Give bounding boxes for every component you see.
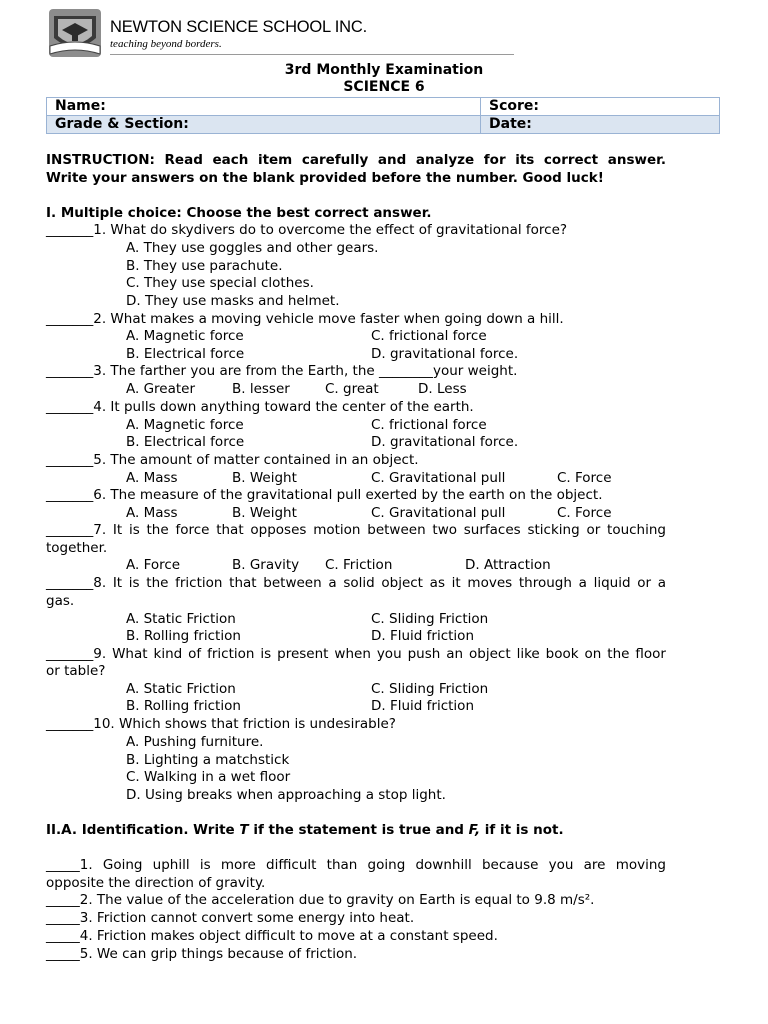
q3-option-d: D. Less <box>418 381 467 397</box>
part2-heading-mid: if the statement is true and <box>248 822 469 838</box>
statement-2: _____2. The value of the acceleration due to gravity on Earth is equal to 9.8 m/s². <box>46 892 595 908</box>
q3-option-a: A. Greater <box>126 381 196 397</box>
q10-option-d: D. Using breaks when approaching a stop light. <box>126 787 446 803</box>
exam-subject: SCIENCE 6 <box>343 79 425 95</box>
q4-option-b: B. Electrical force <box>126 434 245 450</box>
q4-option-d: D. gravitational force. <box>371 434 519 450</box>
q8-option-a: A. Static Friction <box>126 611 236 627</box>
q10-option-a: A. Pushing furniture. <box>126 734 264 750</box>
q10-option-c: C. Walking in a wet floor <box>126 769 291 785</box>
date-field[interactable]: Date: <box>481 116 720 134</box>
q3-option-c: C. great <box>325 381 379 397</box>
q1-option-b: B. They use parachute. <box>126 258 283 274</box>
question-9-continued: or table? <box>46 663 106 679</box>
question-8: _______8. It is the friction that between a solid object as it moves through a liquid or a <box>46 575 666 591</box>
q7-option-a: A. Force <box>126 557 181 573</box>
statement-5: _____5. We can grip things because of friction. <box>46 946 358 962</box>
instruction-line-2: Write your answers on the blank provided before the number. Good luck! <box>46 170 604 186</box>
q5-option-b: B. Weight <box>232 470 297 486</box>
q8-option-d: D. Fluid friction <box>371 628 474 644</box>
question-10: _______10. Which shows that friction is undesirable? <box>46 716 396 732</box>
q5-option-d: C. Force <box>557 470 612 486</box>
question-7: _______7. It is the force that opposes motion between two surfaces sticking or touching <box>46 522 666 538</box>
question-7-continued: together. <box>46 540 108 556</box>
q1-option-a: A. They use goggles and other gears. <box>126 240 379 256</box>
school-tagline: teaching beyond borders. <box>110 38 222 50</box>
school-header <box>48 8 468 58</box>
part2-heading <box>46 822 666 839</box>
name-field[interactable]: Name: <box>47 98 481 116</box>
q8-option-b: B. Rolling friction <box>126 628 241 644</box>
q4-option-c: C. frictional force <box>371 417 487 433</box>
instruction-line-1: INSTRUCTION: Read each item carefully and analyze for its correct answer. <box>46 152 666 168</box>
question-9: _______9. What kind of friction is present when you push an object like book on the floor <box>46 646 666 662</box>
q6-option-a: A. Mass <box>126 505 178 521</box>
true-letter: T <box>239 822 249 838</box>
statement-4: _____4. Friction makes object difficult to move at a constant speed. <box>46 928 498 944</box>
part2-heading-pre: II.A. Identification. Write <box>46 822 240 838</box>
q1-option-d: D. They use masks and helmet. <box>126 293 340 309</box>
q9-option-c: C. Sliding Friction <box>371 681 489 697</box>
question-4: _______4. It pulls down anything toward the center of the earth. <box>46 399 474 415</box>
student-info-table <box>46 97 720 134</box>
question-2: _______2. What makes a moving vehicle move faster when going down a hill. <box>46 311 564 327</box>
q4-option-a: A. Magnetic force <box>126 417 244 433</box>
question-3: _______3. The farther you are from the Earth, the ________your weight. <box>46 363 518 379</box>
q8-option-c: C. Sliding Friction <box>371 611 489 627</box>
header-divider <box>110 54 514 55</box>
q2-option-b: B. Electrical force <box>126 346 245 362</box>
q6-option-c: C. Gravitational pull <box>371 505 506 521</box>
q9-option-b: B. Rolling friction <box>126 698 241 714</box>
question-1: _______1. What do skydivers do to overcome the effect of gravitational force? <box>46 222 568 238</box>
q6-option-d: C. Force <box>557 505 612 521</box>
q2-option-a: A. Magnetic force <box>126 328 244 344</box>
q1-option-c: C. They use special clothes. <box>126 275 314 291</box>
school-name: NEWTON SCIENCE SCHOOL INC. <box>110 18 367 36</box>
false-letter: F, <box>468 822 481 838</box>
q5-option-a: A. Mass <box>126 470 178 486</box>
question-6: _______6. The measure of the gravitational pull exerted by the earth on the object. <box>46 487 603 503</box>
part1-heading: I. Multiple choice: Choose the best correct answer. <box>46 205 432 221</box>
q2-option-d: D. gravitational force. <box>371 346 519 362</box>
grade-section-field[interactable]: Grade & Section: <box>47 116 481 134</box>
q5-option-c: C. Gravitational pull <box>371 470 506 486</box>
q9-option-a: A. Static Friction <box>126 681 236 697</box>
question-8-continued: gas. <box>46 593 75 609</box>
question-5: _______5. The amount of matter contained in an object. <box>46 452 419 468</box>
q10-option-b: B. Lighting a matchstick <box>126 752 290 768</box>
q7-option-d: D. Attraction <box>465 557 551 573</box>
part2-heading-post: if it is not. <box>480 822 564 838</box>
q9-option-d: D. Fluid friction <box>371 698 474 714</box>
school-crest-logo <box>48 8 102 58</box>
statement-1-continued: opposite the direction of gravity. <box>46 875 266 891</box>
q3-option-b: B. lesser <box>232 381 290 397</box>
q7-option-b: B. Gravity <box>232 557 300 573</box>
statement-1: _____1. Going uphill is more difficult than going downhill because you are moving <box>46 857 666 873</box>
statement-3: _____3. Friction cannot convert some energy into heat. <box>46 910 415 926</box>
q7-option-c: C. Friction <box>325 557 393 573</box>
q2-option-c: C. frictional force <box>371 328 487 344</box>
exam-title: 3rd Monthly Examination <box>284 62 484 78</box>
q6-option-b: B. Weight <box>232 505 297 521</box>
score-field[interactable]: Score: <box>481 98 720 116</box>
